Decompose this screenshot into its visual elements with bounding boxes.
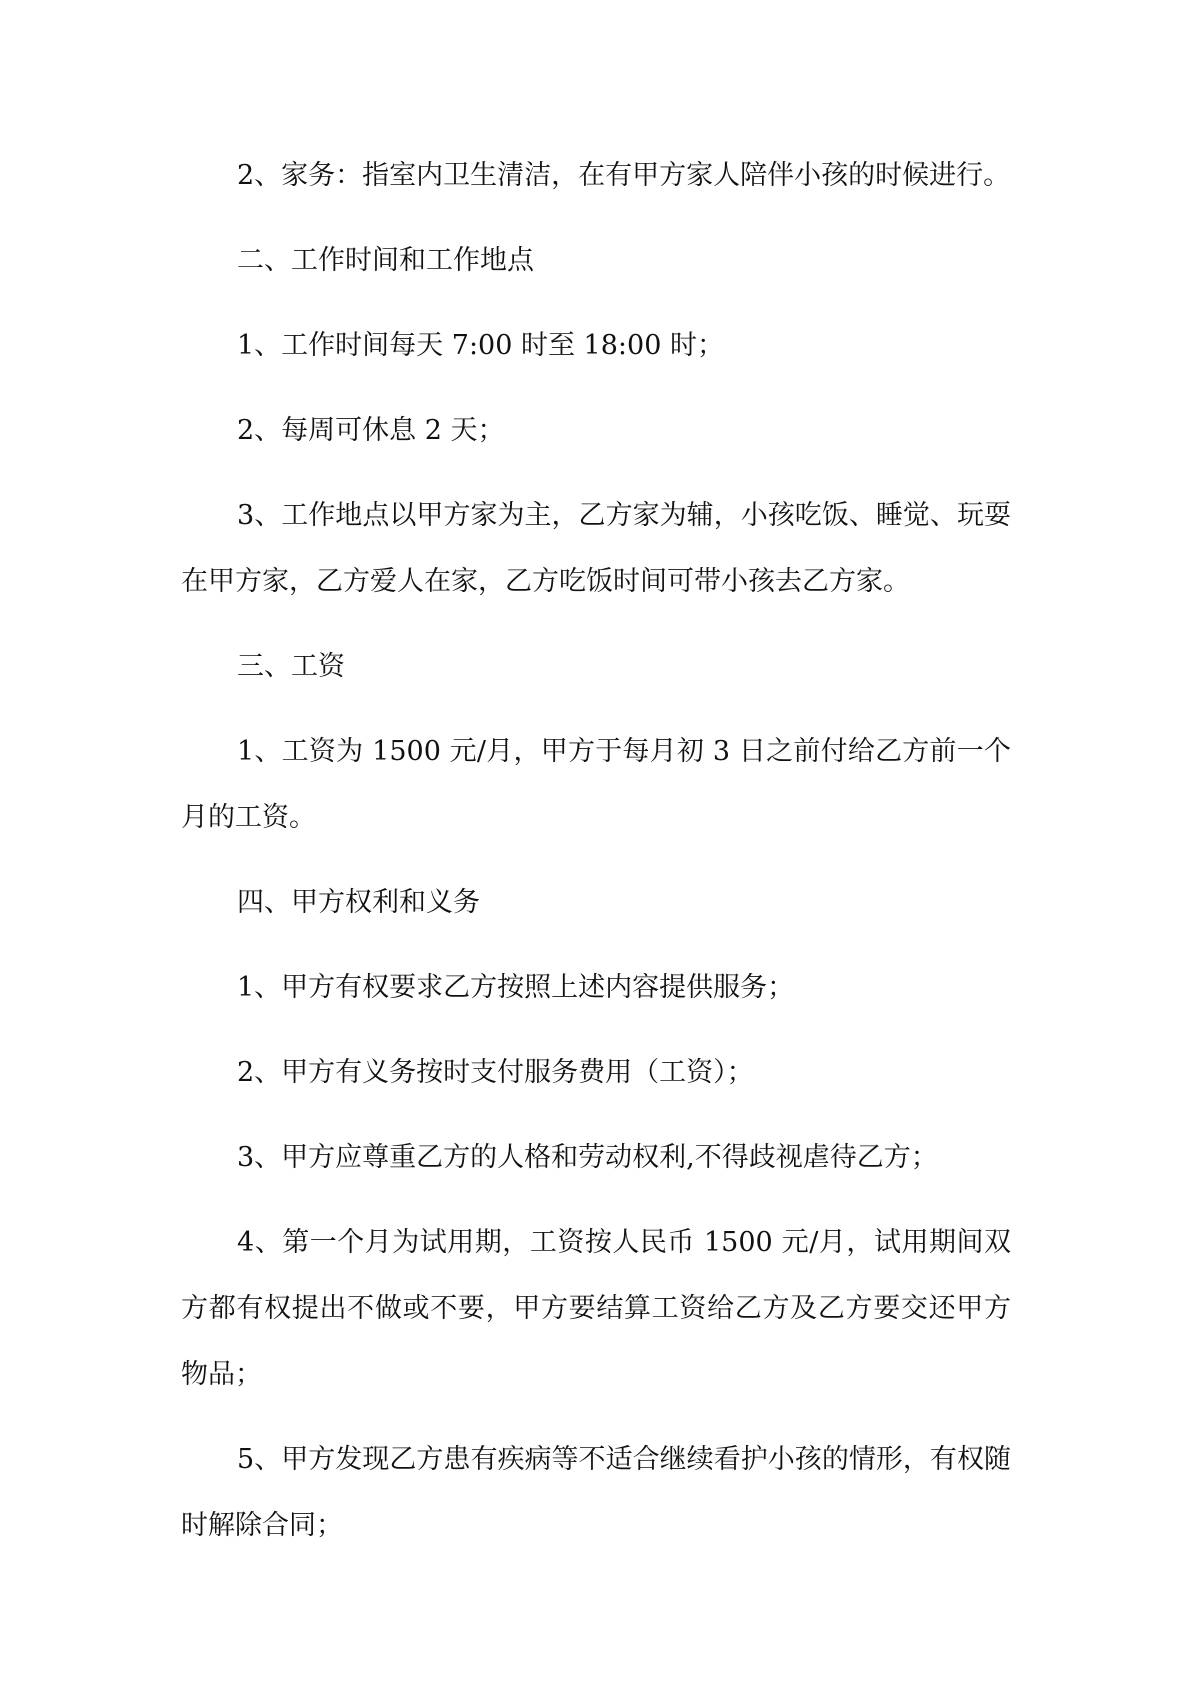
paragraph-work-hours: 1、工作时间每天 7:00 时至 18:00 时； <box>237 330 724 361</box>
paragraph-party-a-right-1: 1、甲方有权要求乙方按照上述内容提供服务； <box>237 972 795 1003</box>
paragraph-housework: 2、家务：指室内卫生清洁，在有甲方家人陪伴小孩的时候进行。 <box>237 160 1011 191</box>
paragraph-work-location: 3、工作地点以甲方家为主，乙方家为辅，小孩吃饭、睡觉、玩耍在甲方家，乙方爱人在家，乙方吃饭时间可带小孩去乙方家。 <box>181 500 1011 597</box>
paragraph-party-a-right-4: 4、第一个月为试用期，工资按人民币 1500 元/月，试用期间双方都有权提出不做或不要，甲方要结算工资给乙方及乙方要交还甲方物品； <box>181 1227 1011 1390</box>
document-body <box>181 143 1011 1578</box>
paragraph-rest-days: 2、每周可休息 2 天； <box>237 415 505 446</box>
paragraph-party-a-right-3: 3、甲方应尊重乙方的人格和劳动权利,不得歧视虐待乙方； <box>237 1142 938 1173</box>
paragraph-salary-amount: 1、工资为 1500 元/月，甲方于每月初 3 日之前付给乙方前一个月的工资。 <box>181 736 1011 833</box>
heading-party-a-rights: 四、甲方权利和义务 <box>237 887 480 918</box>
paragraph-party-a-right-2: 2、甲方有义务按时支付服务费用（工资）； <box>237 1057 754 1088</box>
heading-work-time-place: 二、工作时间和工作地点 <box>237 245 534 276</box>
paragraph-party-a-right-5: 5、甲方发现乙方患有疾病等不适合继续看护小孩的情形，有权随时解除合同； <box>181 1444 1011 1541</box>
heading-salary: 三、工资 <box>237 651 345 682</box>
